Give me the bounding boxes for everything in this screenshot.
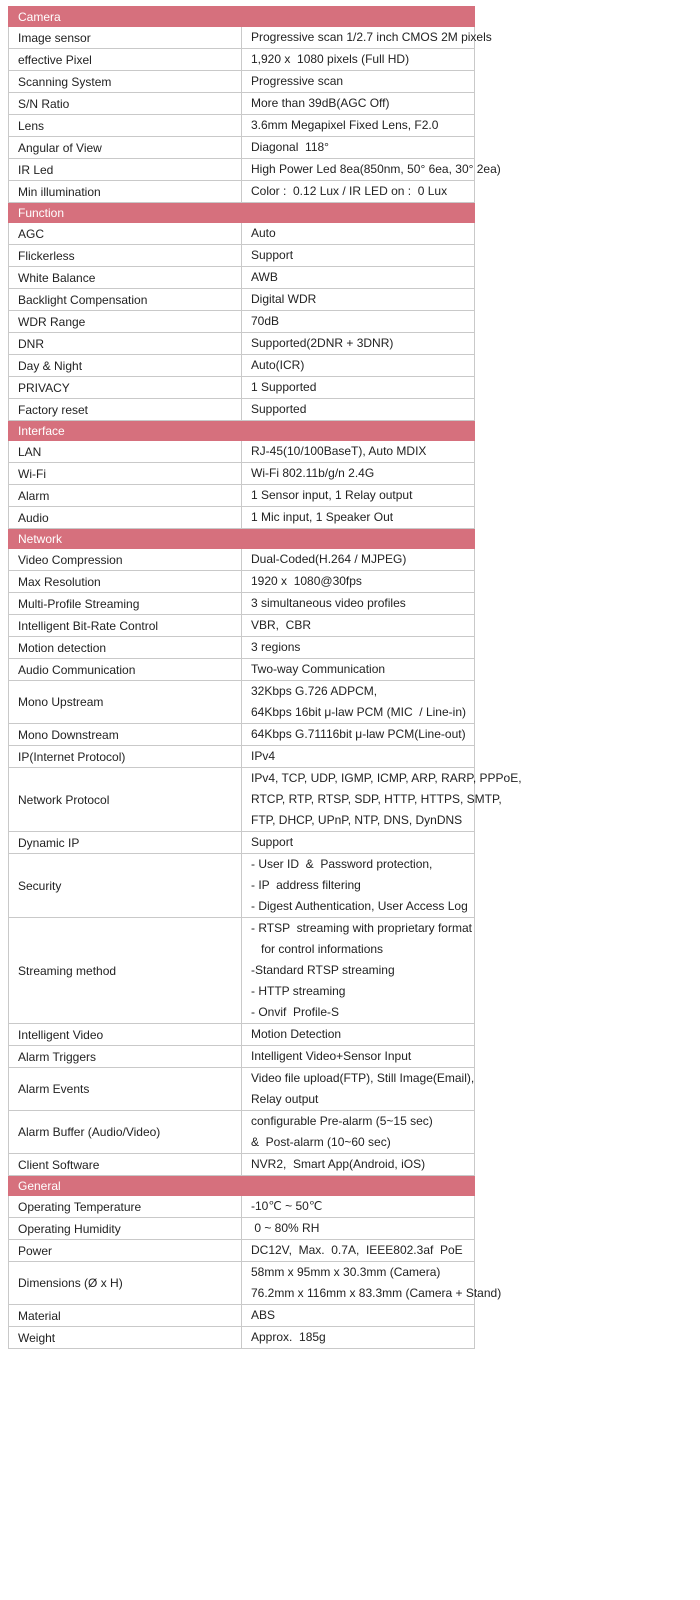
spec-value [242,1154,475,1176]
spec-row [9,1218,475,1240]
spec-row [9,637,475,659]
spec-value [242,637,475,659]
spec-value-line: 1 Supported [251,380,317,394]
spec-value-line: for control informations [251,942,384,956]
spec-row [9,1327,475,1349]
spec-value [242,181,475,203]
spec-label: Day & Night [9,355,242,377]
section-title: Camera [9,7,475,27]
spec-value [242,1024,475,1046]
spec-value-line: NVR2, Smart App(Android, iOS) [251,1157,426,1171]
spec-label: Scanning System [9,71,242,93]
spec-value [242,289,475,311]
spec-row [9,1196,475,1218]
spec-value-line: 76.2mm x 116mm x 83.3mm (Camera + Stand) [251,1286,502,1300]
section-title: Interface [9,421,475,441]
spec-value-line: - HTTP streaming [251,984,346,998]
spec-value-line: 1 Mic input, 1 Speaker Out [251,510,394,524]
spec-value-line: Dual-Coded(H.264 / MJPEG) [251,552,407,566]
spec-value-line: Progressive scan [251,74,344,88]
spec-row [9,615,475,637]
spec-label: Operating Temperature [9,1196,242,1218]
spec-label: Multi-Profile Streaming [9,593,242,615]
spec-row [9,746,475,768]
spec-value [242,1196,475,1218]
spec-value [242,267,475,289]
spec-value-line: - Onvif Profile-S [251,1005,340,1019]
spec-value-line: configurable Pre-alarm (5~15 sec) [251,1114,433,1128]
spec-label: Lens [9,115,242,137]
spec-value [242,377,475,399]
spec-row [9,918,475,1024]
spec-row [9,71,475,93]
spec-value [242,832,475,854]
spec-value [242,485,475,507]
spec-row [9,441,475,463]
spec-row [9,854,475,918]
spec-row [9,267,475,289]
spec-value-line: Auto [251,226,276,240]
spec-value-line: 0 ~ 80% RH [251,1221,320,1235]
spec-row [9,223,475,245]
spec-value-line: Auto(ICR) [251,358,305,372]
spec-value-line: AWB [251,270,278,284]
spec-row [9,1024,475,1046]
spec-value [242,441,475,463]
spec-value [242,245,475,267]
spec-value-line: -Standard RTSP streaming [251,963,395,977]
spec-value [242,918,475,1024]
spec-value [242,1046,475,1068]
spec-value-line: -10℃ ~ 50℃ [251,1199,323,1213]
spec-label: Operating Humidity [9,1218,242,1240]
spec-value [242,724,475,746]
spec-row [9,49,475,71]
spec-label: Material [9,1305,242,1327]
spec-value-line: RTCP, RTP, RTSP, SDP, HTTP, HTTPS, SMTP, [251,792,502,806]
spec-value-line: Color : 0.12 Lux / IR LED on : 0 Lux [251,184,448,198]
spec-value [242,115,475,137]
spec-value [242,659,475,681]
spec-value [242,159,501,181]
spec-value-line: 3.6mm Megapixel Fixed Lens, F2.0 [251,118,439,132]
spec-value [242,1111,475,1154]
spec-label: IP(Internet Protocol) [9,746,242,768]
spec-label: Audio [9,507,242,529]
spec-row [9,289,475,311]
spec-row [9,1046,475,1068]
spec-row [9,245,475,267]
spec-label: Image sensor [9,27,242,49]
spec-row [9,399,475,421]
spec-value [242,615,475,637]
spec-label: DNR [9,333,242,355]
spec-label: Alarm Events [9,1068,242,1111]
spec-label: Wi-Fi [9,463,242,485]
spec-value [242,746,475,768]
spec-label: Dimensions (Ø x H) [9,1262,242,1305]
spec-row [9,1068,475,1111]
spec-value-line: More than 39dB(AGC Off) [251,96,390,110]
spec-value-line: IPv4, TCP, UDP, IGMP, ICMP, ARP, RARP, PPPoE, [251,771,522,785]
spec-label: PRIVACY [9,377,242,399]
spec-value-line: ABS [251,1308,276,1322]
spec-row [9,137,475,159]
spec-value-line: Diagonal 118° [251,140,329,154]
spec-value-line: 64Kbps 16bit μ-law PCM (MIC / Line-in) [251,705,466,719]
spec-value-line: FTP, DHCP, UPnP, NTP, DNS, DynDNS [251,813,463,827]
spec-value-line: Two-way Communication [251,662,386,676]
section-header-interface [9,421,475,441]
spec-row [9,333,475,355]
spec-label: Flickerless [9,245,242,267]
spec-value-line: 64Kbps G.71116bit μ-law PCM(Line-out) [251,727,466,741]
spec-row [9,159,475,181]
spec-value-line: Relay output [251,1092,319,1106]
spec-row [9,571,475,593]
spec-label: Intelligent Video [9,1024,242,1046]
spec-label: Audio Communication [9,659,242,681]
spec-value [242,593,475,615]
section-title: Network [9,529,475,549]
spec-value [242,1262,502,1305]
spec-row [9,507,475,529]
spec-value-line: Wi-Fi 802.11b/g/n 2.4G [251,466,375,480]
spec-row [9,593,475,615]
spec-value [242,49,475,71]
section-header-network [9,529,475,549]
spec-value-line: Support [251,835,294,849]
spec-label: Backlight Compensation [9,289,242,311]
spec-value [242,27,492,49]
spec-value-line: 1,920 x 1080 pixels (Full HD) [251,52,410,66]
spec-value-line: - Digest Authentication, User Access Log [251,899,468,913]
spec-value-line: High Power Led 8ea(850nm, 50° 6ea, 30° 2ea) [251,162,501,176]
spec-value-line: Digital WDR [251,292,317,306]
spec-table-container [8,6,522,1349]
spec-value-line: Progressive scan 1/2.7 inch CMOS 2M pixels [251,30,492,44]
section-header-camera [9,7,475,27]
spec-value-line: - User ID & Password protection, [251,857,433,871]
spec-label: LAN [9,441,242,463]
spec-value-line: Support [251,248,294,262]
spec-value-line: 58mm x 95mm x 30.3mm (Camera) [251,1265,441,1279]
spec-value-line: Intelligent Video+Sensor Input [251,1049,412,1063]
spec-value [242,311,475,333]
spec-value-line: 1920 x 1080@30fps [251,574,362,588]
spec-value [242,1305,475,1327]
spec-row [9,549,475,571]
section-header-general [9,1176,475,1196]
spec-row [9,659,475,681]
spec-row [9,1111,475,1154]
spec-value [242,223,475,245]
spec-value [242,681,475,724]
spec-value [242,137,475,159]
spec-label: Min illumination [9,181,242,203]
spec-row [9,463,475,485]
spec-value-line: 32Kbps G.726 ADPCM, [251,684,378,698]
spec-value [242,571,475,593]
spec-value [242,71,475,93]
spec-label: Video Compression [9,549,242,571]
spec-label: Factory reset [9,399,242,421]
spec-label: Client Software [9,1154,242,1176]
spec-value-line: Supported [251,402,307,416]
spec-table-body [9,7,522,1349]
spec-value [242,507,475,529]
spec-label: AGC [9,223,242,245]
spec-value [242,1068,475,1111]
spec-label: effective Pixel [9,49,242,71]
spec-row [9,27,475,49]
spec-value [242,768,522,832]
spec-label: Intelligent Bit-Rate Control [9,615,242,637]
spec-value-line: Motion Detection [251,1027,342,1041]
section-title: General [9,1176,475,1196]
spec-row [9,377,475,399]
spec-row [9,724,475,746]
spec-value [242,854,475,918]
section-title: Function [9,203,475,223]
spec-label: Alarm Triggers [9,1046,242,1068]
spec-row [9,181,475,203]
spec-value [242,463,475,485]
spec-row [9,485,475,507]
spec-table [8,6,522,1349]
spec-label: WDR Range [9,311,242,333]
spec-value-line: 3 regions [251,640,301,654]
spec-value [242,1327,475,1349]
spec-value-line: RJ-45(10/100BaseT), Auto MDIX [251,444,427,458]
spec-label: Alarm [9,485,242,507]
spec-value [242,93,475,115]
spec-row [9,681,475,724]
spec-label: IR Led [9,159,242,181]
spec-row [9,1240,475,1262]
spec-value [242,399,475,421]
spec-row [9,1305,475,1327]
spec-value-line: & Post-alarm (10~60 sec) [251,1135,391,1149]
spec-row [9,1154,475,1176]
spec-label: Mono Downstream [9,724,242,746]
spec-label: White Balance [9,267,242,289]
spec-value-line: 1 Sensor input, 1 Relay output [251,488,413,502]
spec-value [242,355,475,377]
spec-value-line: Supported(2DNR + 3DNR) [251,336,394,350]
spec-row [9,1262,475,1305]
spec-row [9,93,475,115]
section-header-function [9,203,475,223]
spec-label: Power [9,1240,242,1262]
spec-value [242,1240,475,1262]
spec-row [9,311,475,333]
spec-label: Max Resolution [9,571,242,593]
spec-label: Angular of View [9,137,242,159]
spec-row [9,768,475,832]
spec-label: Alarm Buffer (Audio/Video) [9,1111,242,1154]
spec-value-line: 3 simultaneous video profiles [251,596,406,610]
spec-label: Streaming method [9,918,242,1024]
spec-value-line: - IP address filtering [251,878,361,892]
spec-value-line: Video file upload(FTP), Still Image(Email), [251,1071,475,1085]
spec-value-line: - RTSP streaming with proprietary format [251,921,472,935]
spec-label: Network Protocol [9,768,242,832]
spec-label: Weight [9,1327,242,1349]
spec-label: Security [9,854,242,918]
spec-label: S/N Ratio [9,93,242,115]
spec-value [242,549,475,571]
spec-label: Motion detection [9,637,242,659]
spec-row [9,832,475,854]
spec-value-line: 70dB [251,314,280,328]
spec-label: Dynamic IP [9,832,242,854]
spec-value [242,1218,475,1240]
spec-value-line: Approx. 185g [251,1330,326,1344]
spec-row [9,355,475,377]
spec-value-line: DC12V, Max. 0.7A, IEEE802.3af PoE [251,1243,463,1257]
spec-value [242,333,475,355]
spec-value-line: IPv4 [251,749,276,763]
spec-row [9,115,475,137]
spec-value-line: VBR, CBR [251,618,312,632]
spec-label: Mono Upstream [9,681,242,724]
